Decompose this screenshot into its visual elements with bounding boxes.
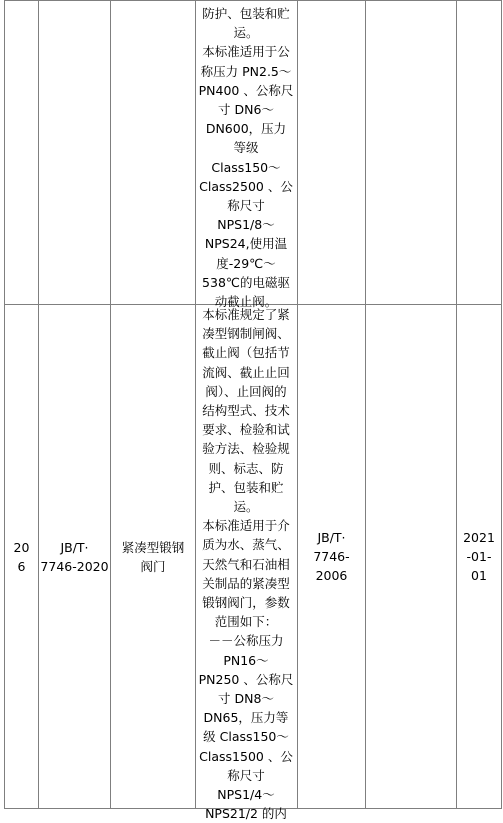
description-line: 本标准适用于公 [202, 44, 290, 60]
description-line: 等级 [233, 140, 259, 156]
implementation-date-cell [457, 305, 501, 808]
standard-number-line: JB/T· [60, 539, 89, 555]
description-line: 本标准规定了紧 [202, 307, 290, 322]
description-line: 称尺寸 [227, 767, 265, 783]
replaced-standard-line: 7746- [313, 549, 350, 564]
description-line: 动截止阀。 [214, 294, 278, 310]
description-line: 寸 DN6～ [218, 102, 274, 118]
description-line: 天然气和石油相 [202, 556, 290, 572]
description-line: Class2500 、公 [199, 178, 293, 194]
replaced-standard-line: 2006 [315, 568, 348, 583]
description-line: 538℃的电磁驱 [202, 274, 290, 290]
description-line: NPS24,使用温 [204, 236, 288, 252]
table-row [195, 4, 297, 311]
empty-cell [366, 305, 456, 808]
date-line: -01- [466, 549, 492, 564]
description-line: 称压力 PN2.5～ [200, 63, 292, 79]
description-line: DN600，压力 [205, 121, 287, 137]
table-row [195, 305, 297, 823]
description-line: 运。 [233, 499, 259, 515]
description-line: PN400 、公称尺 [198, 82, 294, 98]
seq-number-line: 6 [17, 558, 26, 574]
standard-name-cell [111, 305, 195, 808]
description-line: NPS21/2 的内 [205, 806, 287, 822]
description-line: 结构型式、技术 [202, 403, 290, 419]
seq-number-line: 20 [13, 539, 30, 555]
description-line: 防护、包装和贮 [202, 6, 290, 21]
description-line: 称尺寸 [227, 198, 265, 214]
description-line: 流阀、截止止回 [202, 364, 290, 380]
standard-name-line: 紧凑型锻钢 [121, 539, 185, 555]
description-line: 寸 DN8～ [218, 691, 274, 707]
standard-number-line: 7746-2020 [40, 558, 109, 574]
standard-number-cell [39, 305, 110, 808]
description-line: 度-29℃～ [216, 255, 276, 271]
description-line: 锻钢阀门，参数 [202, 595, 290, 611]
description-line: 范围如下： [214, 614, 278, 630]
description-line: NPS1/8～ [217, 217, 275, 233]
description-line: 截止阀（包括节 [202, 345, 290, 361]
description-line: 质为水、蒸气、 [202, 537, 290, 553]
description-line: 要求、检验和试 [202, 422, 290, 438]
description-line: 级 Class150～ [203, 729, 289, 745]
standard-name-line: 阀门 [140, 558, 166, 574]
description-line: 护、包装和贮 [208, 479, 284, 495]
date-line: 2021 [463, 530, 495, 545]
replaced-standard-line: JB/T· [317, 530, 346, 545]
description-line: 凑型钢制闸阀、 [202, 326, 290, 342]
description-line: 阀）、止回阀的 [205, 383, 287, 399]
seq-number-cell [5, 305, 38, 808]
description-line: DN65，压力等 [203, 710, 289, 726]
description-line: －－公称压力 [208, 633, 284, 649]
replaced-standard-cell [298, 305, 365, 808]
description-line: 验方法、检验规 [202, 441, 290, 457]
table-border-top [4, 0, 502, 1]
description-line: Class1500 、公 [199, 748, 293, 764]
description-line: 本标准适用于介 [202, 518, 290, 534]
col-divider [501, 0, 502, 809]
description-line: PN250 、公称尺 [198, 671, 294, 687]
description-line: PN16～ [223, 652, 269, 668]
description-line: 运。 [233, 25, 259, 41]
date-line: 01 [471, 568, 487, 583]
description-line: 则、标志、防 [208, 460, 284, 476]
description-line: 关制品的紧凑型 [202, 575, 290, 591]
description-line: Class150～ [211, 159, 281, 175]
description-line: NPS1/4～ [217, 787, 275, 803]
